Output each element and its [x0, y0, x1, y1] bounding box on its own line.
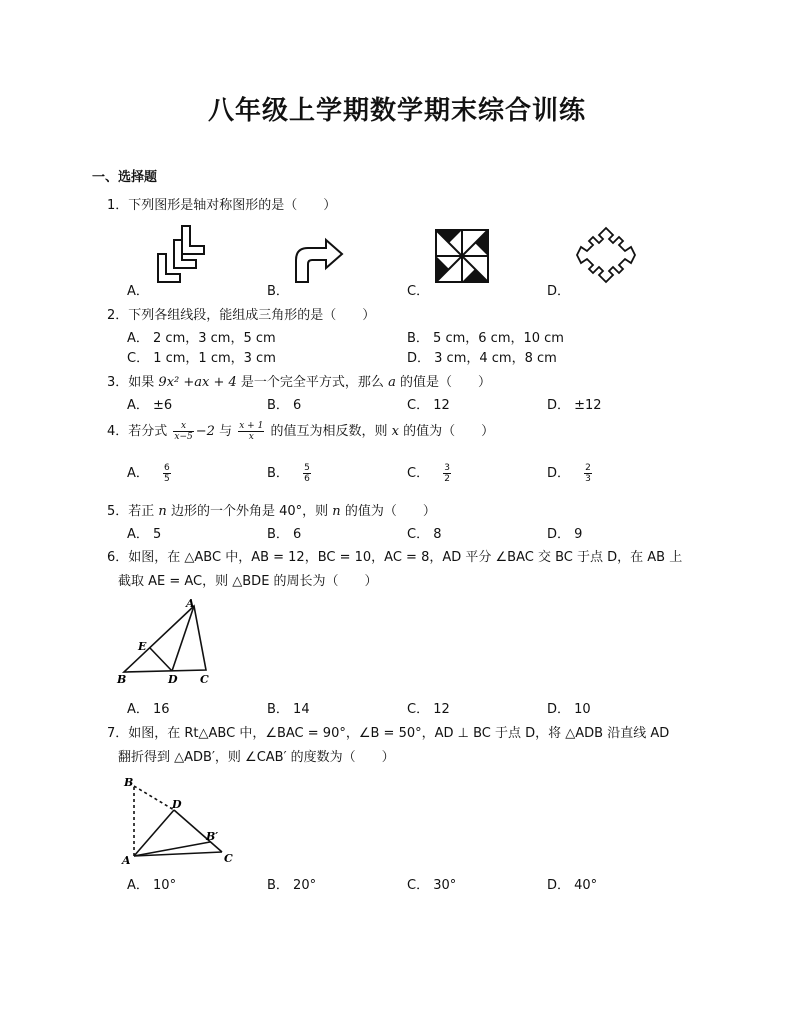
q7-option-a: A． 10° [127, 878, 177, 893]
q5-angle: 40° [279, 504, 303, 519]
q7-option-b: B． 20° [267, 878, 317, 893]
q4-option-a-numerator: 6 [164, 463, 170, 473]
q4-option-c-numerator: 3 [444, 463, 450, 473]
q4-stem-post: 的值为（ ） [403, 424, 495, 439]
q5-stem-mid: 边形的一个外角是 [170, 504, 275, 519]
q6-triangle-figure [114, 598, 218, 686]
q4-variable: x [391, 424, 399, 439]
q4-option-a-fraction [163, 463, 171, 484]
section-heading: 一、选择题 [92, 170, 158, 185]
q4-join: 与 [219, 424, 233, 439]
q6-label-b: B [117, 673, 127, 686]
q3-stem-mid: 是一个完全平方式，那么 [240, 375, 384, 390]
q4-option-b [267, 462, 313, 484]
q7-option-d: D． 40° [547, 878, 598, 893]
q7-label-b: B [124, 776, 134, 789]
q4-option-d-fraction [584, 463, 592, 484]
q5-option-d: D． 9 [547, 527, 583, 542]
q4-option-d-numerator: 2 [585, 463, 591, 473]
q4-option-d [547, 462, 594, 484]
q4-option-d-denominator: 3 [585, 474, 591, 484]
q3-option-b: B． 6 [267, 398, 302, 413]
q4-option-b-denominator: 6 [304, 474, 310, 484]
q7-label-a: A [122, 854, 131, 867]
q2-option-b: B． 5 cm，6 cm，10 cm [407, 331, 564, 346]
q3-option-a: A． ±6 [127, 398, 173, 413]
q1-option-a: A． [127, 284, 149, 299]
q1-figure-d-notched-diamond [575, 225, 637, 285]
q6-label-a: A [186, 598, 195, 610]
q4-stem-pre: 4．若分式 [107, 424, 168, 439]
q4-fraction-2-numerator: x + 1 [239, 421, 264, 431]
q6-label-c: C [200, 673, 209, 686]
q1-option-c: C． [407, 284, 430, 299]
q4-option-d-label: D． [547, 466, 571, 481]
q4-fraction-1-numerator: x [173, 421, 193, 432]
question-1-stem: 1．下列图形是轴对称图形的是（ ） [107, 198, 337, 213]
q1-figure-a-stacked-l-shapes [150, 222, 208, 284]
q6-option-c: C． 12 [407, 702, 450, 717]
q6-option-d: D． 10 [547, 702, 591, 717]
q6-option-b: B． 14 [267, 702, 310, 717]
q6-label-e: E [138, 640, 147, 653]
page-title: 八年级上学期数学期末综合训练 [207, 96, 586, 126]
q1-figure-c-pinwheel [433, 227, 491, 285]
question-6-stem-line-2: 截取 AE = AC，则 △BDE 的周长为（ ） [118, 574, 378, 589]
q2-option-a: A． 2 cm，3 cm，5 cm [127, 331, 276, 346]
q4-fraction-2-denominator: x [248, 432, 254, 442]
q4-option-b-numerator: 5 [304, 463, 310, 473]
question-6-stem-line-1: 6．如图，在 △ABC 中，AB = 12，BC = 10，AC = 8，AD 平分 ∠BAC 交 BC 于点 D，在 AB 上 [107, 550, 683, 565]
q4-option-a [127, 462, 173, 484]
q2-option-c: C． 1 cm，1 cm，3 cm [127, 351, 276, 366]
q5-option-b: B． 6 [267, 527, 302, 542]
q7-label-b-prime: B′ [206, 830, 219, 843]
q4-option-b-label: B． [267, 466, 289, 481]
q1-figure-b-turn-arrow [290, 236, 346, 284]
question-5-stem [107, 500, 436, 519]
q4-option-c [407, 462, 453, 484]
question-7-stem-line-1: 7．如图，在 Rt△ABC 中，∠BAC = 90°，∠B = 50°，AD ⊥ BC 于点 D，将 △ADB 沿直线 AD [107, 726, 670, 741]
q3-option-d: D． ±12 [547, 398, 602, 413]
q4-stem-mid: 的值互为相反数，则 [270, 424, 388, 439]
q4-option-a-denominator: 5 [164, 474, 170, 484]
q3-stem-post: 的值是（ ） [399, 375, 491, 390]
q3-expression: 9x² +ax + 4 [158, 375, 237, 390]
q7-option-c: C． 30° [407, 878, 457, 893]
q6-label-d: D [168, 673, 178, 686]
q1-option-d: D． [547, 284, 571, 299]
q5-option-a: A． 5 [127, 527, 162, 542]
q4-option-a-label: A． [127, 466, 149, 481]
q3-variable: a [388, 375, 396, 390]
q4-fraction-1-denominator: x−5 [174, 432, 193, 442]
question-7-stem-line-2: 翻折得到 △ADB′，则 ∠CAB′ 的度数为（ ） [118, 750, 395, 765]
q1-option-b: B． [267, 284, 289, 299]
question-3-stem [107, 371, 491, 390]
q3-stem-pre: 3．如果 [107, 375, 155, 390]
q7-triangle-figure [118, 772, 242, 868]
q7-label-d: D [172, 798, 182, 811]
q4-option-c-fraction [443, 463, 451, 484]
q4-fraction-2 [238, 421, 264, 442]
q5-stem-post: 的值为（ ） [344, 504, 436, 519]
question-2-stem: 2．下列各组线段，能组成三角形的是（ ） [107, 308, 376, 323]
q2-option-d: D． 3 cm，4 cm，8 cm [407, 351, 557, 366]
q4-option-c-denominator: 2 [444, 474, 450, 484]
q5-option-c: C． 8 [407, 527, 442, 542]
q4-option-b-fraction [303, 463, 311, 484]
q5-stem-mid2: ，则 [302, 504, 329, 519]
q3-option-c: C． 12 [407, 398, 450, 413]
q5-stem-pre: 5．若正 [107, 504, 155, 519]
q4-fraction-1 [173, 421, 193, 442]
question-4-stem [107, 420, 494, 442]
q5-variable-2: n [332, 504, 341, 519]
q4-option-c-label: C． [407, 466, 430, 481]
q7-label-c: C [224, 852, 233, 865]
q4-fraction-1-tail: −2 [195, 424, 215, 439]
q5-variable: n [158, 504, 167, 519]
q6-option-a: A． 16 [127, 702, 170, 717]
